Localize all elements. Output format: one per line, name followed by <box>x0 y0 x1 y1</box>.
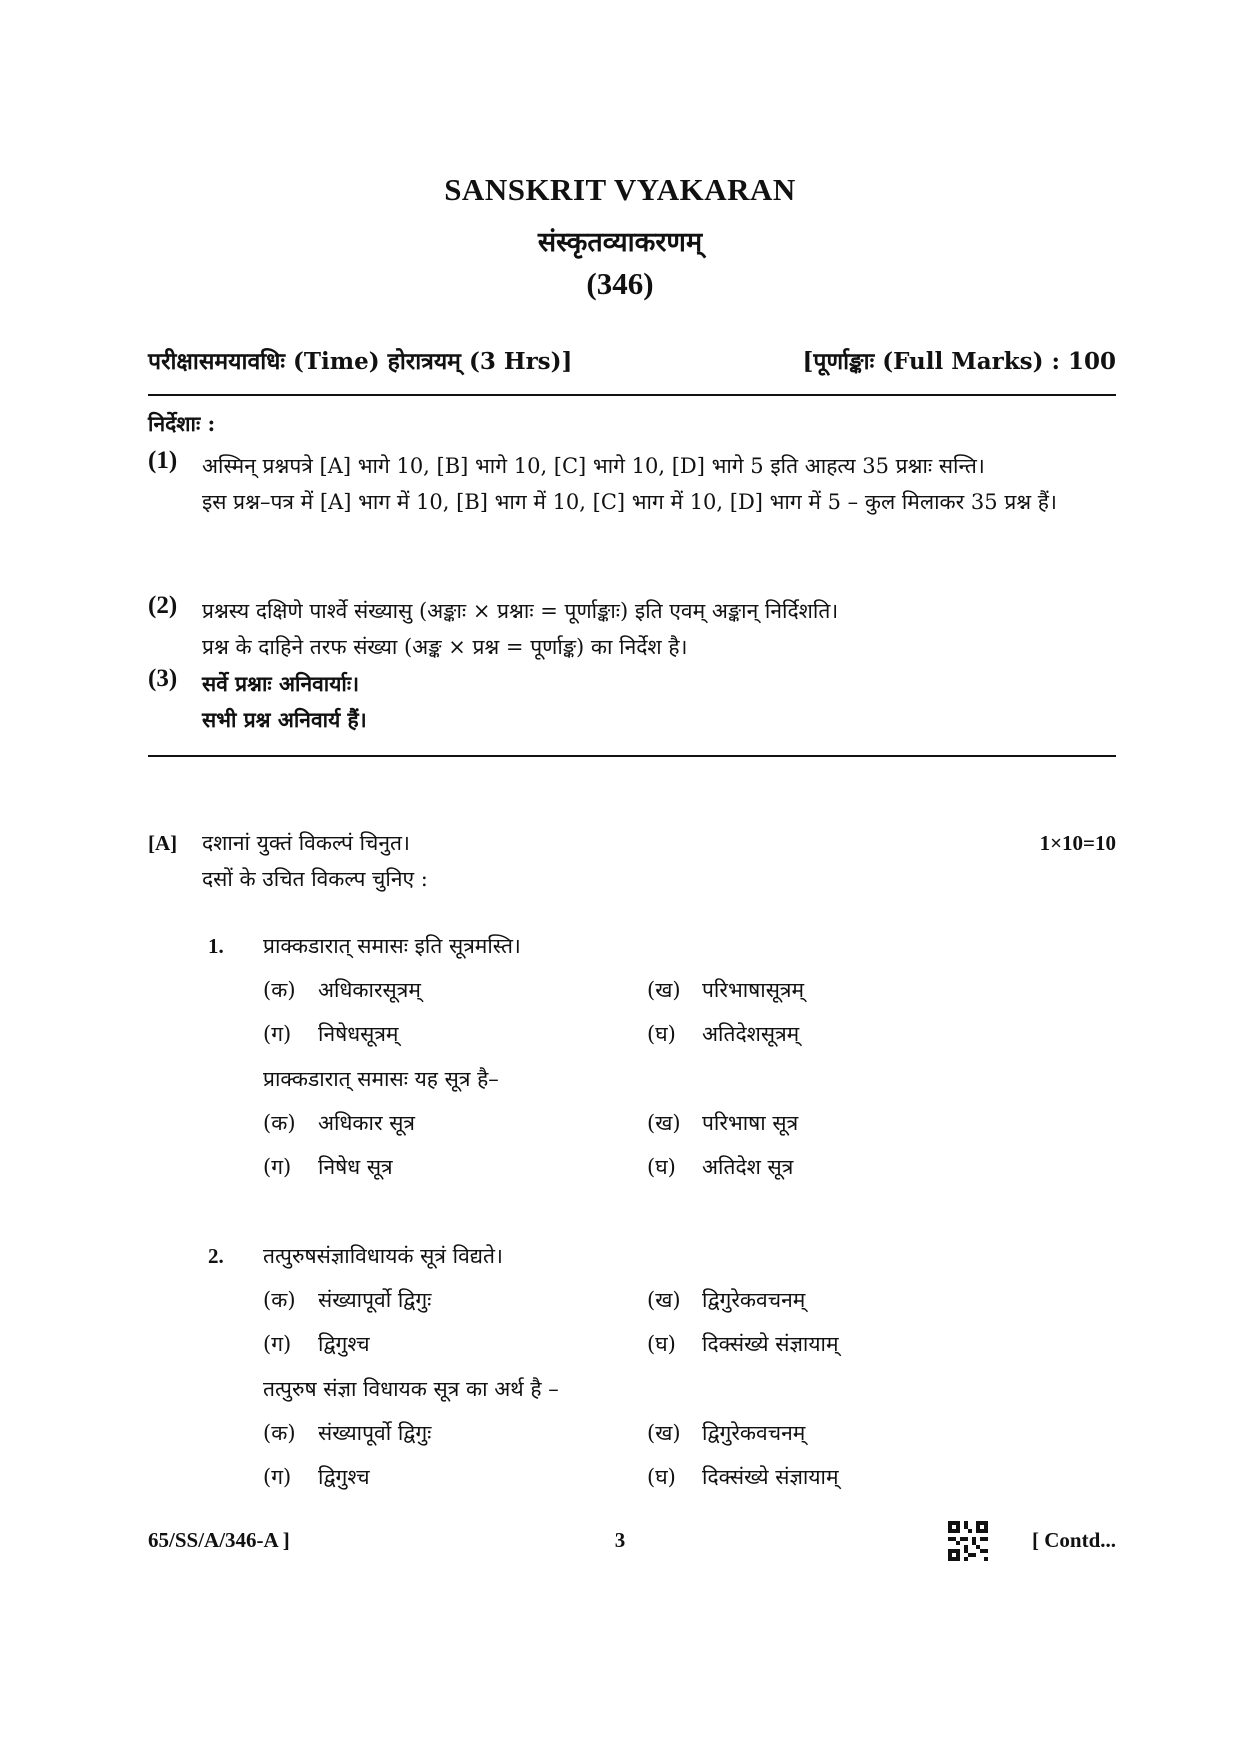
question-2-hindi: तत्पुरुष संज्ञा विधायक सूत्र का अर्थ है – <box>263 1377 559 1401</box>
instruction-2 <box>202 593 1116 665</box>
option-text: द्विगुश्च <box>318 1332 370 1356</box>
option <box>647 1330 839 1358</box>
instruction-number: (1) <box>148 447 178 474</box>
subject-title-english: SANSKRIT VYAKARAN <box>444 172 796 207</box>
option-text: अधिकारसूत्रम् <box>318 978 421 1002</box>
instructions-heading: निर्देशाः : <box>148 411 216 436</box>
option-key: (ग) <box>263 1332 292 1356</box>
option <box>647 976 804 1004</box>
paper-code: 65/SS/A/346-A ] <box>148 1528 290 1552</box>
instruction-2-sanskrit: प्रश्नस्य दक्षिणे पार्श्वे संख्यासु (अङ्काः × प्रश्नाः = पूर्णाङ्काः) इति एवम् अङ्कान् निर्दिशति। <box>202 599 839 623</box>
option <box>263 1419 431 1447</box>
option-key: (ग) <box>263 1155 292 1179</box>
option-key: (ग) <box>263 1022 292 1046</box>
question-1-sanskrit: प्राक्कडारात् समासः इति सूत्रमस्ति। <box>263 934 521 958</box>
option-key: (क) <box>263 1288 296 1312</box>
option-text: द्विगुश्च <box>318 1465 370 1489</box>
time-duration: परीक्षासमयावधिः (Time) होरात्रयम् (3 Hrs)] <box>148 348 573 375</box>
option <box>647 1286 805 1314</box>
instruction-2-hindi: प्रश्न के दाहिने तरफ संख्या (अङ्क × प्रश्न = पूर्णाङ्क) का निर्देश है। <box>202 635 688 659</box>
question-number: 2. <box>208 1244 224 1268</box>
option-key: (क) <box>263 1421 296 1445</box>
option <box>263 1109 415 1137</box>
instruction-1-hindi: इस प्रश्न–पत्र में [A] भाग में 10, [B] भाग में 10, [C] भाग में 10, [D] भाग में 5 – कुल मिलाकर 35 प्रश्न हैं। <box>202 490 1057 514</box>
instruction-3-sanskrit: सर्वे प्रश्नाः अनिवार्याः। <box>202 671 360 696</box>
option-text: संख्यापूर्वो द्विगुः <box>318 1288 432 1312</box>
option <box>647 1109 798 1137</box>
question-1-hindi: प्राक्कडारात् समासः यह सूत्र है– <box>263 1067 499 1091</box>
instruction-3 <box>202 666 1116 738</box>
option-key: (क) <box>263 978 296 1002</box>
option <box>647 1153 793 1181</box>
question-2-sanskrit: तत्पुरुषसंज्ञाविधायकं सूत्रं विद्यते। <box>263 1244 503 1268</box>
option <box>263 1020 399 1048</box>
section-instruction-sanskrit: दशानां युक्तं विकल्पं चिनुत। <box>202 831 410 855</box>
option <box>263 1153 393 1181</box>
option-key: (ख) <box>647 1288 681 1312</box>
qr-code-icon <box>948 1521 988 1561</box>
option <box>263 1286 431 1314</box>
option <box>647 1419 805 1447</box>
section-marks: 1×10=10 <box>1039 831 1116 855</box>
option-text: द्विगुरेकवचनम् <box>702 1288 806 1312</box>
option-text: अधिकार सूत्र <box>318 1111 416 1135</box>
option <box>647 1463 839 1491</box>
option-key: (क) <box>263 1111 296 1135</box>
option-text: परिभाषा सूत्र <box>702 1111 799 1135</box>
full-marks: [पूर्णाङ्काः (Full Marks) : 100 <box>802 348 1116 375</box>
option <box>263 1330 370 1358</box>
section-instruction-hindi: दसों के उचित विकल्प चुनिए : <box>202 867 428 891</box>
instructions-divider <box>148 755 1116 757</box>
instruction-3-hindi: सभी प्रश्न अनिवार्य हैं। <box>202 707 367 732</box>
option-key: (घ) <box>647 1155 676 1179</box>
option <box>263 1463 370 1491</box>
option-text: निषेध सूत्र <box>318 1155 393 1179</box>
option-key: (ख) <box>647 1421 681 1445</box>
continued-marker: [ Contd... <box>1031 1528 1116 1552</box>
page-number: 3 <box>614 1528 626 1552</box>
question-number: 1. <box>208 934 224 958</box>
option-key: (ग) <box>263 1465 292 1489</box>
instruction-1 <box>202 448 1116 520</box>
instruction-number: (2) <box>148 592 178 619</box>
section-label: [A] <box>148 831 178 855</box>
option-key: (घ) <box>647 1465 676 1489</box>
option-text: अतिदेशसूत्रम् <box>702 1022 800 1046</box>
option-key: (घ) <box>647 1332 676 1356</box>
option-text: दिक्संख्ये संज्ञायाम् <box>702 1465 839 1489</box>
option-key: (ख) <box>647 1111 681 1135</box>
option <box>647 1020 799 1048</box>
header-divider <box>148 394 1116 396</box>
option-text: परिभाषासूत्रम् <box>702 978 805 1002</box>
option-text: संख्यापूर्वो द्विगुः <box>318 1421 432 1445</box>
subject-code: (346) <box>586 266 654 301</box>
option-text: अतिदेश सूत्र <box>702 1155 794 1179</box>
option-text: दिक्संख्ये संज्ञायाम् <box>702 1332 839 1356</box>
option-key: (घ) <box>647 1022 676 1046</box>
option <box>263 976 421 1004</box>
option-key: (ख) <box>647 978 681 1002</box>
instruction-number: (3) <box>148 665 178 692</box>
option-text: द्विगुरेकवचनम् <box>702 1421 806 1445</box>
subject-title-sanskrit: संस्कृतव्याकरणम् <box>537 227 703 258</box>
instruction-1-sanskrit: अस्मिन् प्रश्नपत्रे [A] भागे 10, [B] भागे 10, [C] भागे 10, [D] भागे 5 इति आहत्य 35 प्रश्नाः सन्ति। <box>202 454 985 478</box>
option-text: निषेधसूत्रम् <box>318 1022 399 1046</box>
